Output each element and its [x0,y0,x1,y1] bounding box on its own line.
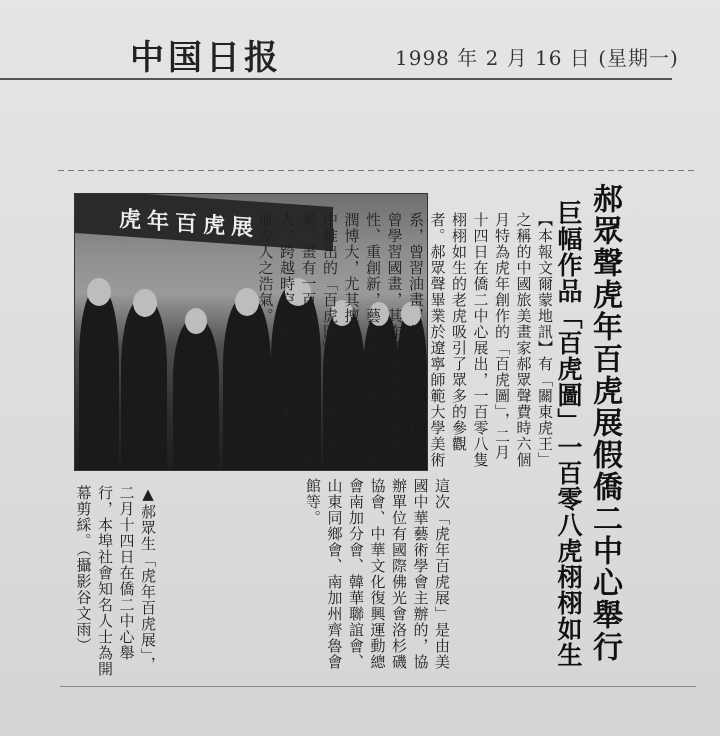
article-body-lower: 這次「虎年百虎展」是由美國中華藝術學會主辦的，協辦單位有國際佛光會洛杉磯協會、中華文化復興運動總會南加分會、韓華聯誼會、山東同鄉會、南加州齊魯會館等。 [304,478,451,670]
photo-person-head [185,308,207,334]
newspaper-masthead: 中国日报 [130,38,282,78]
photo-person [173,320,219,470]
masthead-rule [0,78,672,80]
clipping-bottom-border [60,686,696,687]
photo-person [121,300,167,470]
article-body-upper: 【本報文爾蒙地訊】有「關東虎王」之稱的中國旅美畫家郝眾聲費時六個月特為虎年創作的「百虎圖」，二月十四日在僑二中心展出，一百零八隻栩栩如生的老虎吸引了眾多的參觀者。郝眾聲畢業於遼寧師範大學美術系，曾習油畫，後從師於宋雨桂、范曾學習國畫，其作品重意境、重個性、重創新，藝術風格雄渾野逸，蒼潤博大，尤其擅長畫虎。在這次畫展中推出的「百虎圖」長十七米，高一米，畫有一百零八只虎，作者以虎喻人，跨越時空，藉吟英雄之本色，喧泄今人之浩氣。 [256,212,554,468]
photo-caption: ▲郝眾生「虎年百虎展」，二月十四日在僑二中心舉行，本埠社會知名人士為開幕剪綵。（攝影谷文雨） [74,485,157,677]
banner-text: 虎年百虎展 [119,206,260,242]
issue-date: 1998 年 2 月 16 日 (星期一) [395,46,679,70]
photo-person-head [133,289,157,317]
photo-person [79,290,119,470]
clipping-top-border [58,170,698,171]
article-headline: 郝眾聲虎年百虎展假僑二中心舉行 [587,183,622,663]
article-subheadline: 巨幅作品「百虎圖」一百零八虎栩栩如生 [554,200,583,668]
photo-person-head [87,278,111,306]
